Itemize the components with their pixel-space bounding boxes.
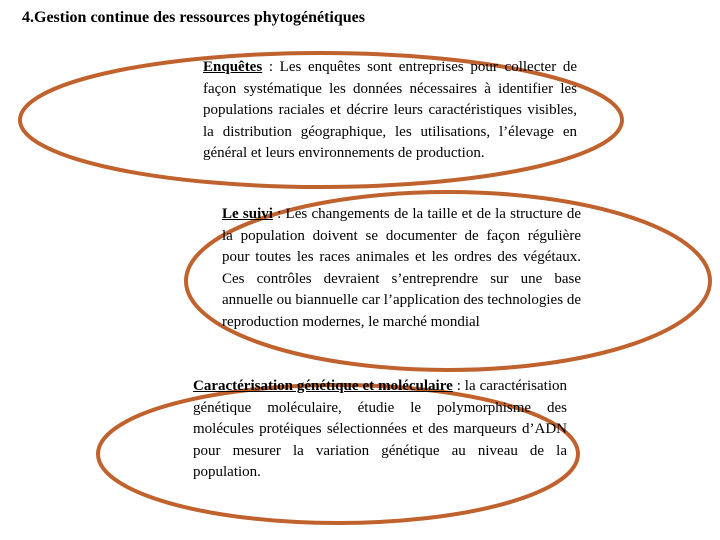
section-term: Caractérisation génétique et moléculaire xyxy=(193,378,453,394)
page-title: 4.Gestion continue des ressources phytogénétiques xyxy=(22,9,365,26)
section-text: : la caractérisation génétique moléculaire, étudie le polymorphisme des molécules protéiques sélectionnées et des marqueurs d’ADN pour mesurer la variation génétique au niveau de la population. xyxy=(193,378,568,480)
section-text: : Les enquêtes sont entreprises pour collecter de façon systématique les données nécessaires à identifier les populations raciales et décrire leurs caractéristiques visibles, la distribution géographique, les utilisations, l’élevage en général et leurs environnements de production. xyxy=(203,59,577,161)
section-term: Enquêtes xyxy=(203,59,263,75)
section-term: Le suivi xyxy=(222,206,273,222)
section-enquetes xyxy=(203,57,577,165)
section-suivi xyxy=(222,204,581,333)
section-text: : Les changements de la taille et de la structure de la population doivent se documenter de façon régulière pour toutes les races animales et les ordres des végétaux. Ces contrôles devraient s’entreprendre sur une base annuelle ou biannuelle car l’application des technologies de reproduction modernes, le marché mondial xyxy=(222,206,581,330)
section-caracterisation xyxy=(193,376,567,484)
